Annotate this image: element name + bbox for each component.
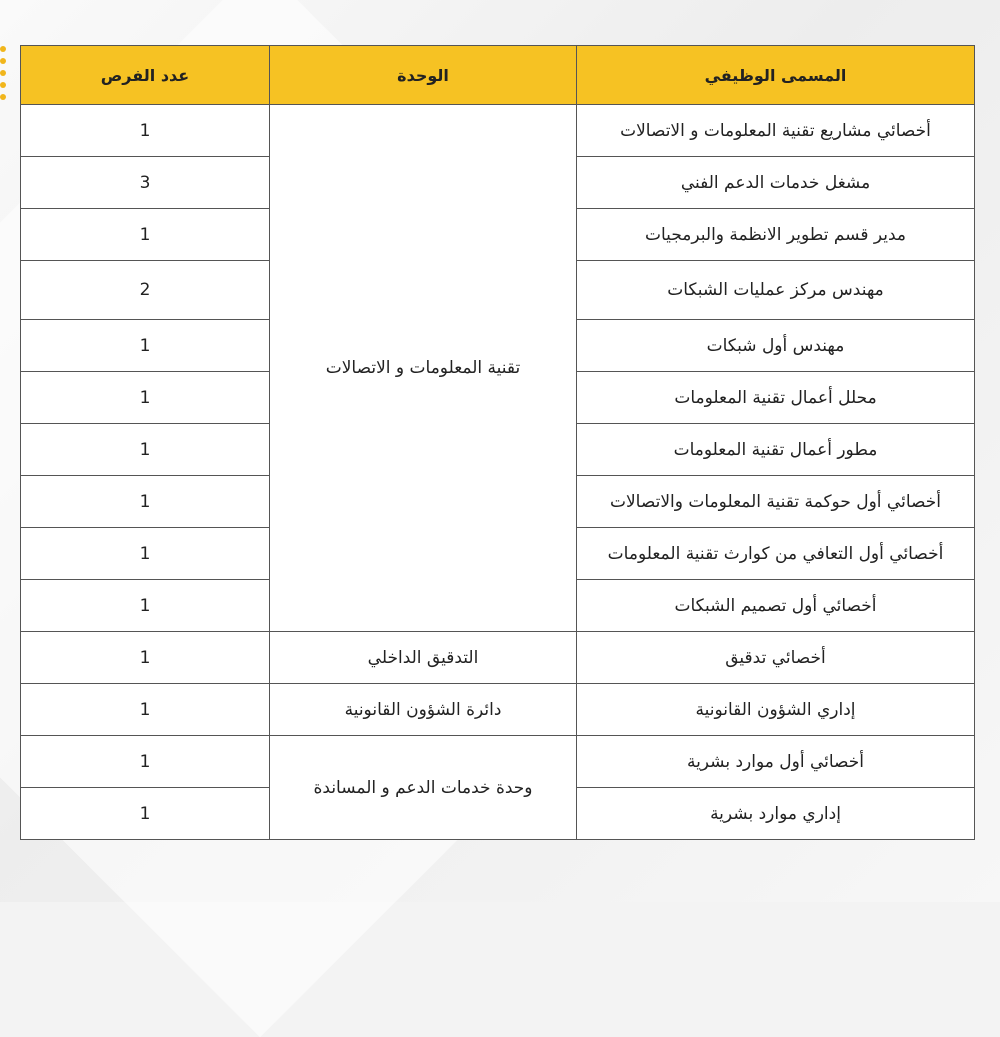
unit-cell-legal: دائرة الشؤون القانونية (270, 684, 577, 736)
job-title-cell: مهندس أول شبكات (577, 320, 975, 372)
job-title-cell: إداري موارد بشرية (577, 788, 975, 840)
openings-cell: 1 (21, 105, 270, 157)
jobs-table-container (20, 45, 974, 840)
header-unit: الوحدة (270, 46, 577, 105)
unit-cell-it: تقنية المعلومات و الاتصالات (270, 105, 577, 632)
openings-cell: 3 (21, 157, 270, 209)
openings-cell: 1 (21, 788, 270, 840)
table-row (21, 684, 975, 736)
openings-cell: 1 (21, 209, 270, 261)
job-title-cell: مشغل خدمات الدعم الفني (577, 157, 975, 209)
openings-cell: 1 (21, 684, 270, 736)
job-title-cell: إداري الشؤون القانونية (577, 684, 975, 736)
job-title-cell: أخصائي أول تصميم الشبكات (577, 580, 975, 632)
jobs-table (20, 45, 975, 840)
unit-cell-audit: التدقيق الداخلي (270, 632, 577, 684)
decorative-dots (0, 46, 8, 106)
unit-cell-support: وحدة خدمات الدعم و المساندة (270, 736, 577, 840)
openings-cell: 1 (21, 528, 270, 580)
header-openings: عدد الفرص (21, 46, 270, 105)
openings-cell: 1 (21, 424, 270, 476)
job-title-cell: مدير قسم تطوير الانظمة والبرمجيات (577, 209, 975, 261)
job-title-cell: مطور أعمال تقنية المعلومات (577, 424, 975, 476)
job-title-cell: مهندس مركز عمليات الشبكات (577, 261, 975, 320)
job-title-cell: أخصائي أول موارد بشرية (577, 736, 975, 788)
table-row (21, 632, 975, 684)
job-title-cell: أخصائي أول التعافي من كوارث تقنية المعلومات (577, 528, 975, 580)
job-title-cell: أخصائي أول حوكمة تقنية المعلومات والاتصالات (577, 476, 975, 528)
table-row (21, 736, 975, 788)
openings-cell: 1 (21, 476, 270, 528)
openings-cell: 2 (21, 261, 270, 320)
openings-cell: 1 (21, 632, 270, 684)
job-title-cell: أخصائي مشاريع تقنية المعلومات و الاتصالات (577, 105, 975, 157)
header-job-title: المسمى الوظيفي (577, 46, 975, 105)
openings-cell: 1 (21, 320, 270, 372)
openings-cell: 1 (21, 372, 270, 424)
table-row (21, 105, 975, 157)
job-title-cell: أخصائي تدقيق (577, 632, 975, 684)
openings-cell: 1 (21, 580, 270, 632)
openings-cell: 1 (21, 736, 270, 788)
job-title-cell: محلل أعمال تقنية المعلومات (577, 372, 975, 424)
table-header-row (21, 46, 975, 105)
